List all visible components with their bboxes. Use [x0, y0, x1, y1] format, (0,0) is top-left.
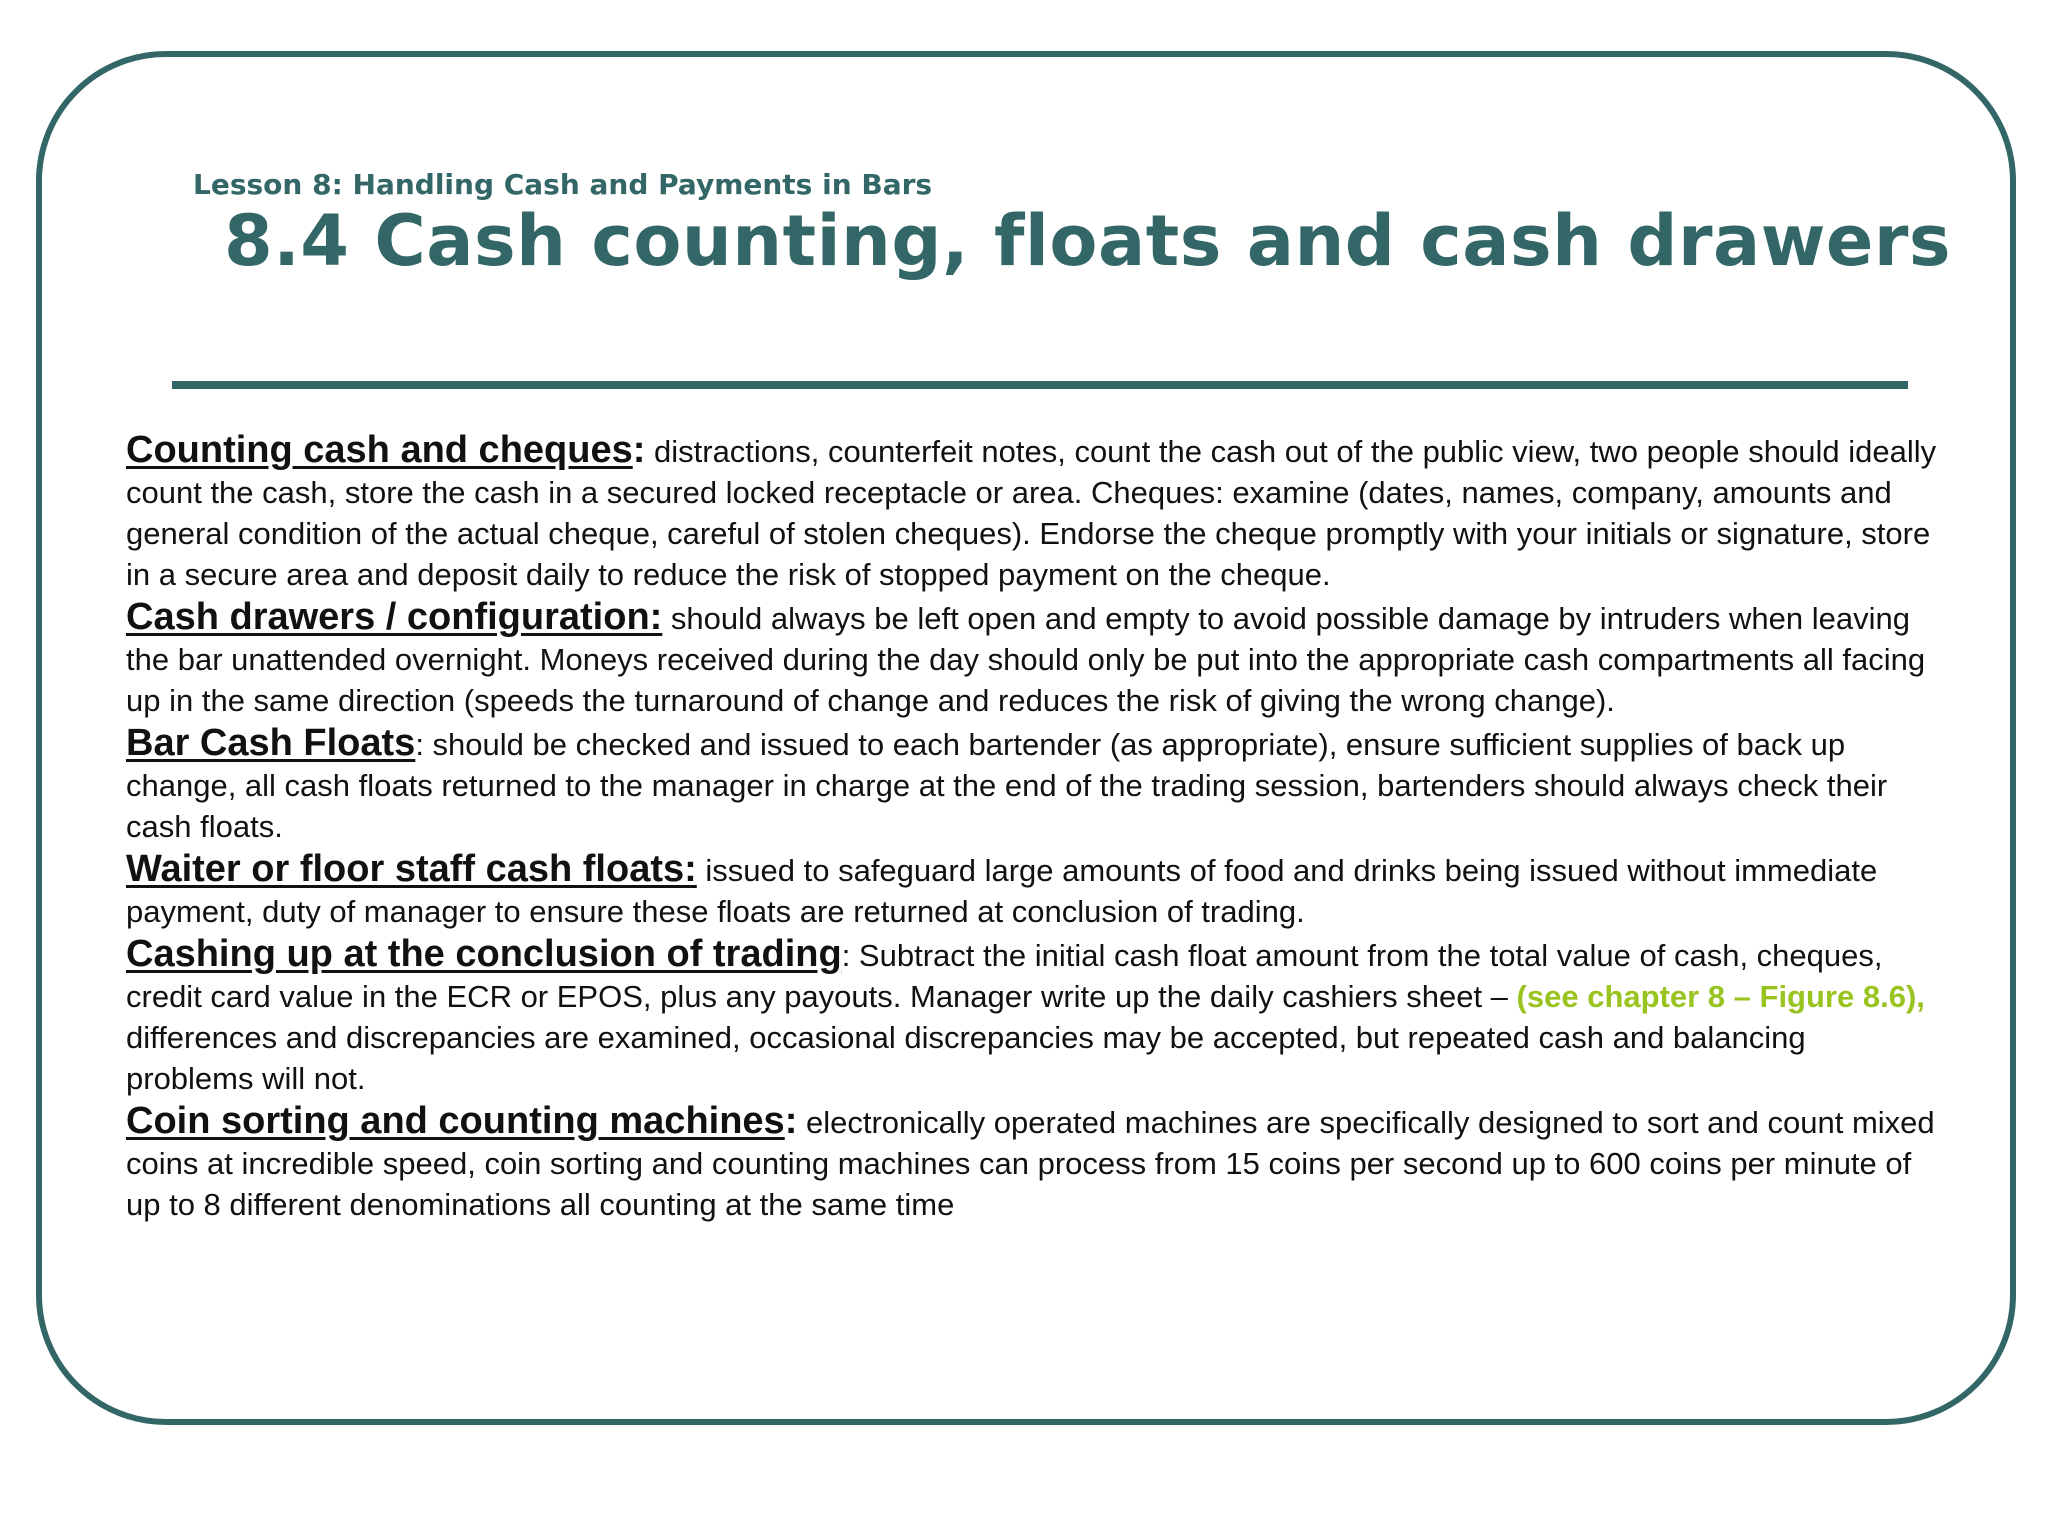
section-heading: Waiter or floor staff cash floats: [126, 848, 697, 890]
section-heading-colon: : [784, 1100, 798, 1142]
section-text: issued to safeguard large amounts of food and drinks being issued without immediate payment, duty of manager to ensure these floats are returned at conclusion of trading. [126, 853, 1878, 929]
section-heading: Cashing up at the conclusion of trading [126, 933, 842, 975]
figure-reference-link[interactable]: (see chapter 8 – Figure 8.6), [1516, 979, 1925, 1014]
section-text: electronically operated machines are specifically designed to sort and count mixed coins at incredible speed, coin sorting and counting machines can process from 15 coins per second up to 600 coins per minute of up to 8 different denominations all counting at the same time [126, 1105, 1935, 1222]
section-counting-cash [126, 430, 1938, 595]
title-divider [172, 381, 1908, 389]
section-text: should be checked and issued to each bartender (as appropriate), ensure sufficient supplies of back up change, all cash floats returned to the manager in charge at the end of the trading session, bartenders should always check their cash floats. [126, 727, 1888, 844]
section-heading: Bar Cash Floats [126, 722, 416, 764]
section-heading: Cash drawers / configuration: [126, 596, 663, 638]
section-text-continued: differences and discrepancies are examined, occasional discrepancies may be accepted, but repeated cash and balancing problems will not. [126, 1020, 1806, 1096]
lesson-label: Lesson 8: Handling Cash and Payments in Bars [193, 168, 933, 201]
section-coin-machines [126, 1101, 1938, 1225]
section-heading-colon: : [632, 429, 646, 471]
section-heading: Counting cash and cheques [126, 429, 633, 471]
section-text: should always be left open and empty to avoid possible damage by intruders when leaving the bar unattended overnight. Moneys received during the day should only be put into the appropriate cash compartments all facing up in the same direction (speeds the turnaround of change and reduces the risk of giving the wrong change). [126, 601, 1926, 718]
slide-body [126, 430, 1938, 1227]
section-text: Subtract the initial cash float amount from the total value of cash, cheques, credit card value in the ECR or EPOS, plus any payouts. Manager write up the daily cashiers sheet – [126, 938, 1883, 1014]
section-waiter-floats [126, 849, 1938, 932]
section-cash-drawers [126, 597, 1938, 721]
section-heading-colon: : [415, 727, 424, 762]
slide-title: 8.4 Cash counting, floats and cash drawers [224, 200, 1952, 282]
section-heading: Coin sorting and counting machines [126, 1100, 785, 1142]
section-heading-colon: : [841, 938, 851, 973]
section-bar-cash-floats [126, 723, 1938, 847]
section-cashing-up [126, 934, 1938, 1099]
section-text: distractions, counterfeit notes, count the cash out of the public view, two people should ideally count the cash, store the cash in a secured locked receptacle or area. Cheques: examine (dates, names, company, amounts and general condition of the actual cheque, careful of stolen cheques). Endorse the cheque promptly with your initials or signature, store in a secure area and deposit daily to reduce the risk of stopped payment on the cheque. [126, 434, 1937, 592]
